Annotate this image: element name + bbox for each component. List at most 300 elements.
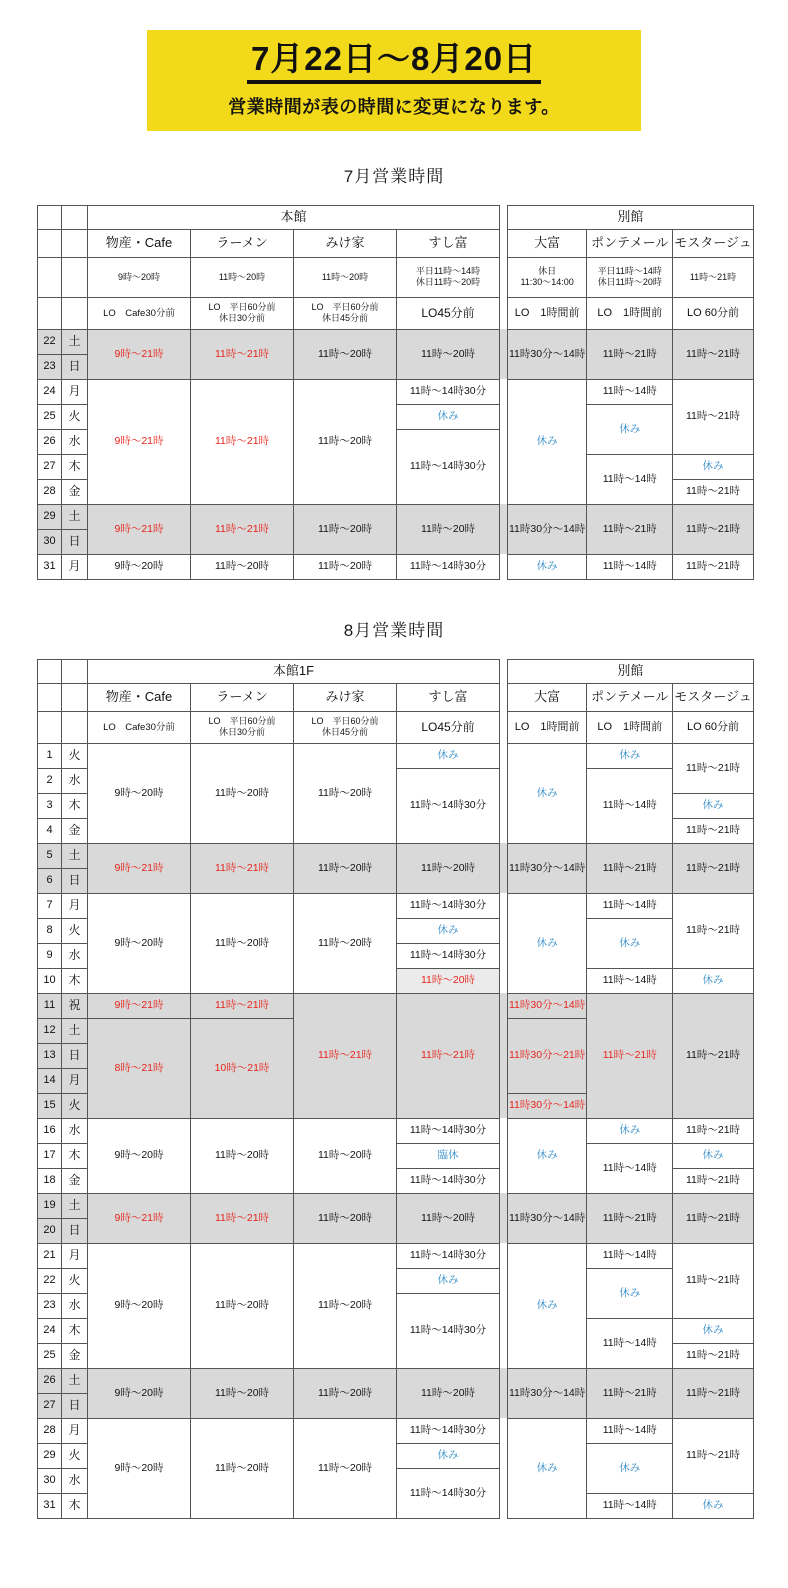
cell-daifu: 11時30分〜14時	[508, 843, 587, 893]
table-gap	[500, 893, 508, 918]
day-number: 30	[38, 529, 62, 554]
day-number: 13	[38, 1043, 62, 1068]
cell-daifu: 11時30分〜14時	[508, 993, 587, 1018]
day-of-week: 月	[62, 1068, 88, 1093]
day-number: 22	[38, 1268, 62, 1293]
cell-bussan: 9時〜21時	[88, 993, 191, 1018]
cell-mikeya: 11時〜20時	[294, 329, 397, 379]
cell-daifu: 休み	[508, 743, 587, 843]
cell-pontemer: 11時〜14時	[587, 1143, 673, 1193]
last-order-daifu: LO 1時間前	[508, 297, 587, 329]
table-gap	[500, 1118, 508, 1143]
cell-mostage: 11時〜21時	[673, 1418, 753, 1493]
table-gap	[500, 943, 508, 968]
last-order-sushitomi: LO45分前	[397, 297, 500, 329]
day-of-week: 木	[62, 454, 88, 479]
august-table-block	[0, 659, 788, 1519]
column-header-sushitomi: すし富	[397, 229, 500, 257]
column-header-bussan-cafe: 物産・Cafe	[88, 683, 191, 711]
cell-ramen: 10時〜21時	[191, 1018, 294, 1118]
day-number: 23	[38, 1293, 62, 1318]
july-regular-hours-row	[38, 257, 754, 297]
july-group-header-row	[38, 205, 754, 229]
table-gap	[500, 1443, 508, 1468]
day-of-week: 月	[62, 1243, 88, 1268]
cell-bussan: 9時〜21時	[88, 329, 191, 379]
cell-sushitomi: 休み	[397, 1268, 500, 1293]
last-order-pontemer: LO 1時間前	[587, 297, 673, 329]
column-header-mikeya: みけ家	[294, 683, 397, 711]
cell-ramen: 11時〜21時	[191, 504, 294, 554]
day-of-week: 月	[62, 1418, 88, 1443]
corner-cell	[62, 205, 88, 229]
day-of-week: 木	[62, 1143, 88, 1168]
last-order-ramen	[191, 297, 294, 329]
day-number: 19	[38, 1193, 62, 1218]
cell-pontemer: 11時〜21時	[587, 329, 673, 379]
cell-daifu: 休み	[508, 893, 587, 993]
day-of-week: 土	[62, 1368, 88, 1393]
corner-cell	[38, 683, 62, 711]
table-gap	[500, 918, 508, 943]
regular-hours-daifu	[508, 257, 587, 297]
day-number: 28	[38, 1418, 62, 1443]
column-header-mostage: モスタージュ	[673, 229, 753, 257]
hours-line-2: 11:30〜14:00	[520, 277, 574, 288]
table-row	[38, 1193, 754, 1218]
table-gap	[500, 993, 508, 1018]
day-of-week: 木	[62, 968, 88, 993]
cell-pontemer: 11時〜21時	[587, 504, 673, 554]
day-of-week: 土	[62, 1193, 88, 1218]
cell-sushitomi: 11時〜14時30分	[397, 1418, 500, 1443]
day-of-week: 火	[62, 918, 88, 943]
day-of-week: 金	[62, 1168, 88, 1193]
day-number: 27	[38, 454, 62, 479]
cell-daifu: 11時30分〜14時	[508, 329, 587, 379]
cell-pontemer: 11時〜21時	[587, 1368, 673, 1418]
cell-mostage: 11時〜21時	[673, 843, 753, 893]
corner-cell	[62, 229, 88, 257]
day-of-week: 水	[62, 429, 88, 454]
table-gap	[500, 1043, 508, 1068]
hours-line-2: 休日11時〜20時	[415, 277, 481, 288]
cell-mostage: 11時〜21時	[673, 1193, 753, 1243]
table-gap	[500, 1193, 508, 1218]
cell-pontemer: 休み	[587, 1268, 673, 1318]
day-number: 20	[38, 1218, 62, 1243]
day-of-week: 月	[62, 893, 88, 918]
cell-pontemer: 11時〜14時	[587, 768, 673, 843]
regular-hours-mikeya: 11時〜20時	[294, 257, 397, 297]
day-of-week: 月	[62, 554, 88, 579]
cell-ramen: 11時〜20時	[191, 554, 294, 579]
table-gap	[500, 454, 508, 479]
last-order-pontemer: LO 1時間前	[587, 711, 673, 743]
day-of-week: 水	[62, 1118, 88, 1143]
hours-line-1: 休日	[538, 266, 557, 277]
cell-mostage: 11時〜21時	[673, 329, 753, 379]
table-gap	[500, 1018, 508, 1043]
cell-sushitomi: 11時〜14時30分	[397, 429, 500, 504]
last-order-mostage: LO 60分前	[673, 711, 753, 743]
august-section-title: 8月営業時間	[343, 620, 445, 640]
table-gap	[500, 429, 508, 454]
cell-daifu: 11時30分〜14時	[508, 1193, 587, 1243]
table-gap	[500, 1168, 508, 1193]
cell-sushitomi: 休み	[397, 404, 500, 429]
cell-mostage: 休み	[673, 1318, 753, 1343]
day-number: 1	[38, 743, 62, 768]
corner-cell	[38, 205, 62, 229]
cell-mikeya: 11時〜20時	[294, 1368, 397, 1418]
july-shop-header-row	[38, 229, 754, 257]
day-number: 26	[38, 429, 62, 454]
day-of-week: 木	[62, 1493, 88, 1518]
table-gap	[500, 1418, 508, 1443]
cell-ramen: 11時〜20時	[191, 1243, 294, 1368]
lo-line-2: 休日30分前	[218, 727, 265, 738]
day-number: 7	[38, 893, 62, 918]
cell-daifu: 休み	[508, 1418, 587, 1518]
table-gap	[500, 968, 508, 993]
day-number: 8	[38, 918, 62, 943]
day-of-week: 土	[62, 329, 88, 354]
table-gap	[500, 768, 508, 793]
cell-sushitomi: 11時〜14時30分	[397, 1168, 500, 1193]
day-number: 31	[38, 554, 62, 579]
day-number: 5	[38, 843, 62, 868]
table-row	[38, 843, 754, 868]
day-number: 31	[38, 1493, 62, 1518]
cell-pontemer: 11時〜21時	[587, 1193, 673, 1243]
day-number: 2	[38, 768, 62, 793]
corner-cell	[38, 229, 62, 257]
corner-cell	[62, 257, 88, 297]
group-header-annex: 別館	[508, 659, 754, 683]
cell-pontemer: 11時〜14時	[587, 1418, 673, 1443]
day-number: 25	[38, 1343, 62, 1368]
table-gap	[500, 229, 508, 257]
day-number: 15	[38, 1093, 62, 1118]
day-of-week: 金	[62, 818, 88, 843]
banner-date-range: 7月22日〜8月20日	[247, 40, 541, 84]
table-gap	[500, 1143, 508, 1168]
column-header-ramen: ラーメン	[191, 683, 294, 711]
cell-sushitomi: 11時〜20時	[397, 1193, 500, 1243]
column-header-mostage: モスタージュ	[673, 683, 753, 711]
day-of-week: 水	[62, 1293, 88, 1318]
table-gap	[500, 1293, 508, 1318]
lo-line-2: 休日30分前	[218, 313, 265, 324]
table-gap	[500, 354, 508, 379]
cell-sushitomi: 11時〜14時30分	[397, 1468, 500, 1518]
day-number: 12	[38, 1018, 62, 1043]
group-header-main: 本館1F	[88, 659, 500, 683]
regular-hours-mostage: 11時〜21時	[673, 257, 753, 297]
cell-sushitomi: 休み	[397, 1443, 500, 1468]
day-number: 26	[38, 1368, 62, 1393]
cell-daifu: 休み	[508, 1118, 587, 1193]
cell-mikeya: 11時〜20時	[294, 1193, 397, 1243]
column-header-daifu: 大富	[508, 683, 587, 711]
table-gap	[500, 711, 508, 743]
cell-sushitomi: 休み	[397, 743, 500, 768]
cell-bussan: 9時〜20時	[88, 1243, 191, 1368]
day-number: 21	[38, 1243, 62, 1268]
table-row	[38, 379, 754, 404]
column-header-pontemer: ポンテメール	[587, 229, 673, 257]
cell-sushitomi: 11時〜14時30分	[397, 1118, 500, 1143]
cell-sushitomi: 11時〜20時	[397, 843, 500, 893]
table-gap	[500, 659, 508, 683]
day-number: 3	[38, 793, 62, 818]
cell-bussan: 9時〜20時	[88, 743, 191, 843]
cell-ramen: 11時〜20時	[191, 743, 294, 843]
cell-mostage: 11時〜21時	[673, 1368, 753, 1418]
day-number: 4	[38, 818, 62, 843]
day-of-week: 火	[62, 1443, 88, 1468]
corner-cell	[38, 257, 62, 297]
table-row	[38, 1368, 754, 1393]
cell-bussan: 9時〜20時	[88, 1418, 191, 1518]
day-of-week: 水	[62, 1468, 88, 1493]
table-gap	[500, 404, 508, 429]
last-order-ramen	[191, 711, 294, 743]
corner-cell	[38, 711, 62, 743]
day-number: 10	[38, 968, 62, 993]
table-gap	[500, 1493, 508, 1518]
cell-sushitomi: 11時〜14時30分	[397, 554, 500, 579]
day-of-week: 金	[62, 479, 88, 504]
cell-mostage: 11時〜21時	[673, 379, 753, 454]
day-of-week: 祝	[62, 993, 88, 1018]
column-header-sushitomi: すし富	[397, 683, 500, 711]
cell-pontemer: 休み	[587, 743, 673, 768]
cell-mostage: 11時〜21時	[673, 993, 753, 1118]
day-of-week: 日	[62, 1043, 88, 1068]
day-number: 22	[38, 329, 62, 354]
corner-cell	[62, 659, 88, 683]
cell-pontemer: 11時〜14時	[587, 379, 673, 404]
last-order-daifu: LO 1時間前	[508, 711, 587, 743]
cell-sushitomi: 休み	[397, 918, 500, 943]
day-number: 24	[38, 1318, 62, 1343]
table-gap	[500, 1218, 508, 1243]
table-gap	[500, 818, 508, 843]
cell-mostage: 11時〜21時	[673, 818, 753, 843]
cell-mostage: 休み	[673, 1143, 753, 1168]
day-number: 27	[38, 1393, 62, 1418]
table-gap	[500, 743, 508, 768]
day-number: 30	[38, 1468, 62, 1493]
cell-sushitomi: 11時〜14時30分	[397, 943, 500, 968]
cell-pontemer: 11時〜14時	[587, 968, 673, 993]
table-gap	[500, 1343, 508, 1368]
day-number: 24	[38, 379, 62, 404]
cell-pontemer: 休み	[587, 404, 673, 454]
table-row	[38, 993, 754, 1018]
lo-line-1: LO 平日60分前	[311, 716, 379, 727]
table-row	[38, 1418, 754, 1443]
august-shop-header-row	[38, 683, 754, 711]
day-number: 17	[38, 1143, 62, 1168]
cell-daifu: 11時30分〜21時	[508, 1018, 587, 1093]
corner-cell	[38, 297, 62, 329]
table-gap	[500, 793, 508, 818]
cell-sushitomi: 11時〜20時	[397, 329, 500, 379]
cell-sushitomi: 11時〜20時	[397, 1368, 500, 1418]
corner-cell	[38, 659, 62, 683]
day-of-week: 水	[62, 943, 88, 968]
last-order-mostage: LO 60分前	[673, 297, 753, 329]
corner-cell	[62, 711, 88, 743]
table-gap	[500, 479, 508, 504]
day-of-week: 火	[62, 1093, 88, 1118]
hours-line-1: 平日11時〜14時	[415, 266, 481, 277]
cell-sushitomi: 11時〜14時30分	[397, 893, 500, 918]
day-number: 18	[38, 1168, 62, 1193]
cell-bussan: 9時〜21時	[88, 504, 191, 554]
july-table-block	[0, 205, 788, 580]
cell-mostage: 休み	[673, 1493, 753, 1518]
cell-pontemer: 11時〜14時	[587, 1318, 673, 1368]
table-row	[38, 504, 754, 529]
cell-daifu: 11時30分〜14時	[508, 504, 587, 554]
day-of-week: 日	[62, 354, 88, 379]
regular-hours-ramen: 11時〜20時	[191, 257, 294, 297]
table-row	[38, 1243, 754, 1268]
day-of-week: 日	[62, 1393, 88, 1418]
cell-ramen: 11時〜21時	[191, 379, 294, 504]
last-order-mikeya	[294, 711, 397, 743]
cell-mostage: 休み	[673, 793, 753, 818]
cell-pontemer: 11時〜14時	[587, 454, 673, 504]
cell-mostage: 11時〜21時	[673, 1243, 753, 1318]
table-row	[38, 554, 754, 579]
cell-sushitomi: 11時〜14時30分	[397, 379, 500, 404]
table-gap	[500, 1368, 508, 1393]
cell-daifu: 11時30分〜14時	[508, 1093, 587, 1118]
hours-line-1: 平日11時〜14時	[597, 266, 662, 277]
day-number: 16	[38, 1118, 62, 1143]
cell-bussan: 9時〜21時	[88, 379, 191, 504]
cell-sushitomi: 11時〜20時	[397, 968, 500, 993]
cell-ramen: 11時〜20時	[191, 1418, 294, 1518]
last-order-bussan: LO Cafe30分前	[88, 711, 191, 743]
cell-mikeya: 11時〜20時	[294, 1418, 397, 1518]
cell-mikeya: 11時〜20時	[294, 554, 397, 579]
table-gap	[500, 1468, 508, 1493]
day-number: 14	[38, 1068, 62, 1093]
cell-ramen: 11時〜20時	[191, 893, 294, 993]
cell-ramen: 11時〜21時	[191, 329, 294, 379]
group-header-main: 本館	[88, 205, 500, 229]
corner-cell	[62, 297, 88, 329]
august-schedule-table	[37, 659, 754, 1519]
day-of-week: 月	[62, 379, 88, 404]
cell-pontemer: 休み	[587, 1118, 673, 1143]
table-gap	[500, 1268, 508, 1293]
column-header-mikeya: みけ家	[294, 229, 397, 257]
regular-hours-bussan: 9時〜20時	[88, 257, 191, 297]
cell-sushitomi: 11時〜21時	[397, 993, 500, 1118]
cell-mostage: 休み	[673, 968, 753, 993]
day-of-week: 土	[62, 1018, 88, 1043]
table-gap	[500, 1393, 508, 1418]
day-of-week: 火	[62, 743, 88, 768]
day-number: 29	[38, 504, 62, 529]
cell-bussan: 9時〜21時	[88, 843, 191, 893]
banner-subtitle: 営業時間が表の時間に変更になります。	[228, 96, 560, 117]
cell-mostage: 11時〜21時	[673, 743, 753, 793]
cell-mikeya: 11時〜20時	[294, 893, 397, 993]
group-header-annex: 別館	[508, 205, 754, 229]
table-gap	[500, 297, 508, 329]
day-of-week: 火	[62, 404, 88, 429]
last-order-mikeya	[294, 297, 397, 329]
table-gap	[500, 683, 508, 711]
august-group-header-row	[38, 659, 754, 683]
cell-ramen: 11時〜21時	[191, 993, 294, 1018]
table-row	[38, 329, 754, 354]
cell-bussan: 9時〜20時	[88, 554, 191, 579]
hours-line-2: 休日11時〜20時	[597, 277, 662, 288]
cell-bussan: 9時〜20時	[88, 1368, 191, 1418]
july-schedule-table	[37, 205, 754, 580]
august-last-order-row	[38, 711, 754, 743]
cell-mikeya: 11時〜20時	[294, 379, 397, 504]
cell-pontemer: 11時〜14時	[587, 893, 673, 918]
day-number: 23	[38, 354, 62, 379]
cell-daifu: 休み	[508, 379, 587, 504]
cell-bussan: 9時〜20時	[88, 893, 191, 993]
table-gap	[500, 329, 508, 354]
cell-pontemer: 11時〜14時	[587, 1243, 673, 1268]
cell-mikeya: 11時〜21時	[294, 993, 397, 1118]
column-header-bussan-cafe: 物産・Cafe	[88, 229, 191, 257]
cell-bussan: 9時〜21時	[88, 1193, 191, 1243]
day-of-week: 日	[62, 1218, 88, 1243]
cell-pontemer: 11時〜21時	[587, 843, 673, 893]
cell-bussan: 8時〜21時	[88, 1018, 191, 1118]
table-row	[38, 893, 754, 918]
day-of-week: 土	[62, 504, 88, 529]
table-gap	[500, 1243, 508, 1268]
cell-mostage: 11時〜21時	[673, 479, 753, 504]
cell-pontemer: 休み	[587, 1443, 673, 1493]
day-of-week: 日	[62, 529, 88, 554]
cell-pontemer: 休み	[587, 918, 673, 968]
day-number: 25	[38, 404, 62, 429]
day-of-week: 日	[62, 868, 88, 893]
cell-pontemer: 11時〜21時	[587, 993, 673, 1118]
cell-mikeya: 11時〜20時	[294, 743, 397, 843]
day-number: 29	[38, 1443, 62, 1468]
cell-sushitomi: 11時〜14時30分	[397, 768, 500, 843]
regular-hours-pontemer	[587, 257, 673, 297]
table-gap	[500, 205, 508, 229]
table-row	[38, 743, 754, 768]
day-of-week: 火	[62, 1268, 88, 1293]
column-header-ramen: ラーメン	[191, 229, 294, 257]
table-gap	[500, 843, 508, 868]
cell-mostage: 休み	[673, 454, 753, 479]
column-header-pontemer: ポンテメール	[587, 683, 673, 711]
last-order-sushitomi: LO45分前	[397, 711, 500, 743]
cell-ramen: 11時〜20時	[191, 1368, 294, 1418]
cell-daifu: 休み	[508, 554, 587, 579]
